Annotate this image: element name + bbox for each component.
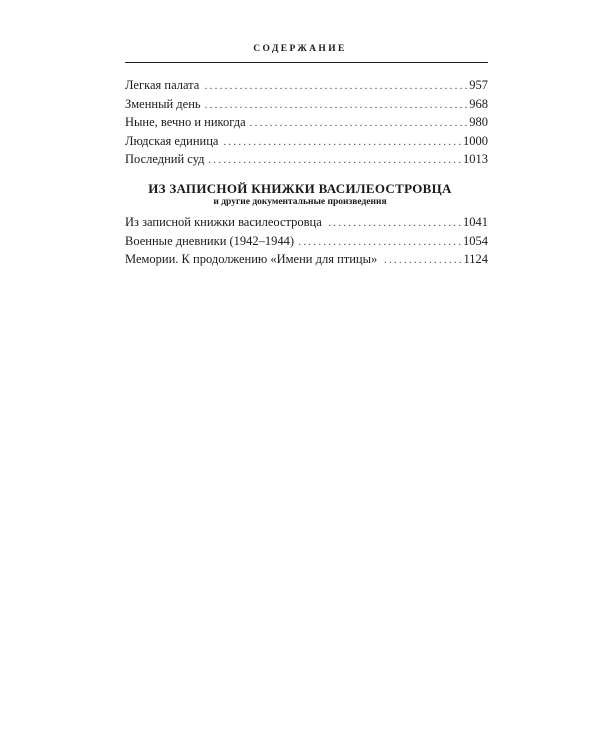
toc-entry-page: 1041 xyxy=(463,215,488,229)
toc-entry xyxy=(125,250,488,269)
dot-leader xyxy=(326,215,461,234)
toc-entry xyxy=(125,150,488,169)
toc-entry xyxy=(125,76,488,95)
toc-entry-page: 968 xyxy=(469,96,488,111)
dot-leader xyxy=(381,252,461,271)
toc-entry-page: 1124 xyxy=(463,252,488,266)
section-subtitle: и другие документальные произведения xyxy=(213,197,387,207)
toc-entry-title: Легкая палата xyxy=(125,78,200,92)
header-rule xyxy=(125,62,488,63)
running-head: СОДЕРЖАНИЕ xyxy=(253,44,347,54)
toc-entry-title: Военные дневники (1942–1944) xyxy=(125,233,295,248)
dot-leader xyxy=(250,115,468,134)
toc-entry-page: 980 xyxy=(469,115,488,129)
toc-entry-title: Ныне, вечно и никогда xyxy=(125,115,246,129)
toc-entry xyxy=(125,132,488,151)
dot-leader xyxy=(203,78,467,97)
toc-list xyxy=(125,76,488,169)
toc-entry-page: 957 xyxy=(469,78,488,92)
toc-list xyxy=(125,213,488,269)
toc-entry-title: Мемории. К продолжению «Имени для птицы» xyxy=(125,252,378,266)
toc-entry xyxy=(125,232,488,251)
toc-entry-title: Зменный день xyxy=(125,96,201,111)
toc-entry-title: Из записной книжки василеостровца xyxy=(125,215,322,229)
toc-entry xyxy=(125,113,488,132)
toc-entry xyxy=(125,95,488,114)
dot-leader xyxy=(209,152,461,171)
toc-entry xyxy=(125,213,488,232)
toc-entry-title: Людская единица xyxy=(125,133,219,148)
toc-entry-page: 1054 xyxy=(463,233,488,248)
dot-leader xyxy=(222,134,461,153)
toc-entry-page: 1000 xyxy=(463,133,488,148)
section-title: ИЗ ЗАПИСНОЙ КНИЖКИ ВАСИЛЕОСТРОВЦА xyxy=(148,181,452,196)
toc-entry-page: 1013 xyxy=(463,152,488,166)
section-heading xyxy=(0,181,600,209)
toc-entry-title: Последний суд xyxy=(125,152,205,166)
